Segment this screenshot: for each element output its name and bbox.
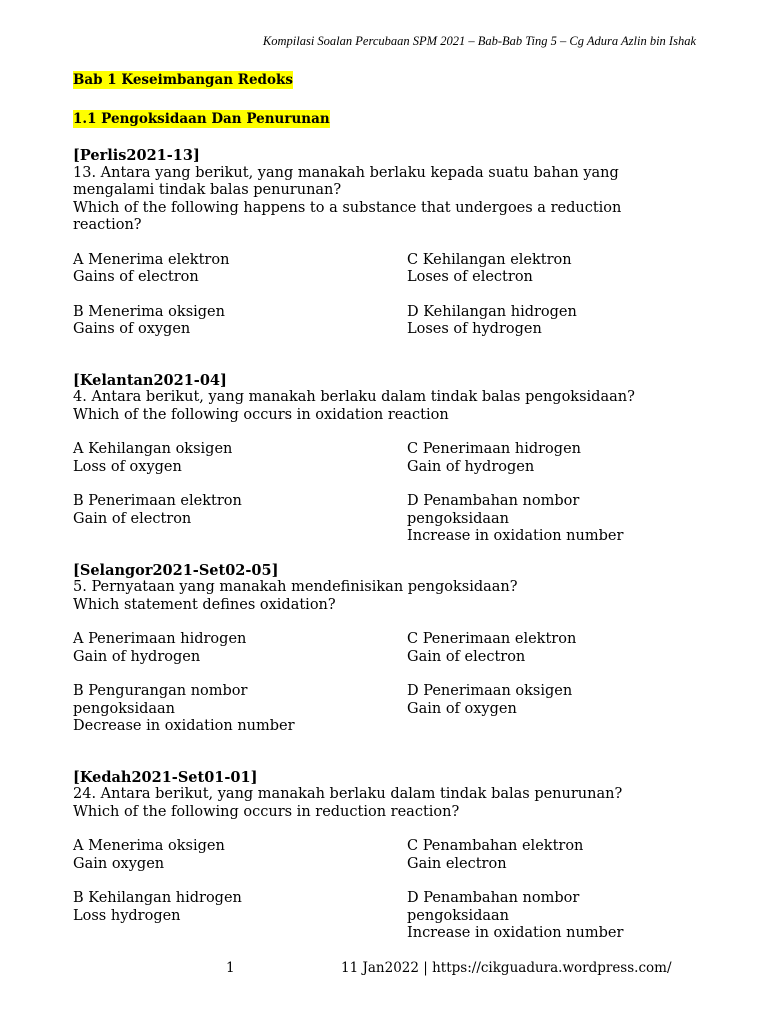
option-c	[407, 252, 703, 287]
option-c	[407, 441, 703, 476]
option-text: A Menerima oksigen	[73, 838, 225, 854]
footer-date-url: 11 Jan2022 | https://cikguadura.wordpress.com/	[341, 960, 672, 976]
question-block	[73, 562, 703, 736]
option-text: B Pengurangan nombor	[73, 683, 248, 699]
question-stem-line: 13. Antara yang berikut, yang manakah berlaku kepada suatu bahan yang	[73, 164, 619, 181]
question-block	[73, 372, 703, 546]
option-text: C Kehilangan elektron	[407, 251, 572, 268]
question-stem-line: mengalami tindak balas penurunan?	[73, 182, 342, 198]
option-text: D Penerimaan oksigen	[407, 683, 573, 699]
option-translation: Gain of electron	[73, 510, 192, 527]
option-d	[407, 683, 703, 736]
option-text: C Penambahan elektron	[407, 838, 584, 854]
option-b	[73, 493, 407, 546]
option-text: A Penerimaan hidrogen	[73, 631, 247, 647]
option-text-cont: pengoksidaan	[407, 510, 509, 527]
question-block	[73, 769, 703, 943]
question-stem-line: Which statement defines oxidation?	[73, 596, 336, 613]
option-translation: Gains of electron	[73, 269, 199, 285]
option-text: C Penerimaan elektron	[407, 631, 577, 647]
option-b	[73, 683, 407, 736]
option-translation: Loss of oxygen	[73, 458, 182, 475]
question-source-tag: [Kedah2021-Set01-01]	[73, 768, 258, 786]
question-stem-line: 4. Antara berikut, yang manakah berlaku dalam tindak balas pengoksidaan?	[73, 389, 635, 405]
section-title-row	[73, 108, 703, 128]
option-text-cont: pengoksidaan	[407, 907, 509, 924]
option-d	[407, 493, 703, 546]
option-translation: Gain of oxygen	[407, 700, 517, 717]
chapter-title: Bab 1 Keseimbangan Redoks	[73, 72, 293, 88]
option-text: B Menerima oksigen	[73, 303, 225, 320]
section-title: 1.1 Pengoksidaan Dan Penurunan	[73, 111, 330, 127]
option-text: B Kehilangan hidrogen	[73, 890, 242, 906]
option-translation: Gain of hydrogen	[407, 458, 535, 475]
option-d	[407, 890, 703, 943]
option-translation: Gain oxygen	[73, 855, 165, 872]
options-grid	[73, 838, 703, 943]
chapter-title-row	[73, 69, 703, 89]
option-a	[73, 252, 407, 287]
question-stem-line: reaction?	[73, 217, 142, 233]
page-number: 1	[226, 960, 235, 976]
page-content	[73, 69, 703, 943]
question-source-tag: [Selangor2021-Set02-05]	[73, 561, 279, 579]
question-stem-line: Which of the following occurs in reduction reaction?	[73, 803, 460, 820]
option-translation: Gain of electron	[407, 648, 526, 665]
question-block	[73, 147, 703, 339]
option-d	[407, 304, 703, 339]
option-translation: Gain electron	[407, 855, 507, 872]
option-b	[73, 304, 407, 339]
option-translation: Gain of hydrogen	[73, 648, 201, 665]
option-text: A Menerima elektron	[73, 251, 230, 268]
question-stem-line: Which of the following occurs in oxidation reaction	[73, 406, 449, 423]
option-translation: Loses of hydrogen	[407, 321, 542, 337]
question-source-tag: [Kelantan2021-04]	[73, 371, 227, 389]
options-grid	[73, 441, 703, 546]
running-header: Kompilasi Soalan Percubaan SPM 2021 – Bab-Bab Ting 5 – Cg Adura Azlin bin Ishak	[262, 34, 696, 48]
option-c	[407, 631, 703, 666]
option-translation: Loses of electron	[407, 269, 533, 285]
options-grid	[73, 252, 703, 339]
option-text: A Kehilangan oksigen	[73, 441, 233, 457]
option-c	[407, 838, 703, 873]
option-text: B Penerimaan elektron	[73, 493, 242, 509]
option-a	[73, 631, 407, 666]
question-source-tag: [Perlis2021-13]	[73, 147, 200, 164]
question-stem-line: Which of the following happens to a substance that undergoes a reduction	[73, 199, 622, 216]
option-text-cont: pengoksidaan	[73, 700, 175, 717]
option-a	[73, 838, 407, 873]
option-b	[73, 890, 407, 943]
option-translation: Decrease in oxidation number	[73, 718, 295, 734]
option-a	[73, 441, 407, 476]
option-text: D Kehilangan hidrogen	[407, 303, 577, 320]
option-text: D Penambahan nombor	[407, 493, 580, 509]
option-translation: Gains of oxygen	[73, 321, 191, 337]
option-text: C Penerimaan hidrogen	[407, 441, 581, 457]
option-translation: Increase in oxidation number	[407, 528, 624, 544]
question-stem-line: 24. Antara berikut, yang manakah berlaku dalam tindak balas penurunan?	[73, 786, 623, 802]
option-translation: Loss hydrogen	[73, 907, 181, 924]
options-grid	[73, 631, 703, 736]
option-text: D Penambahan nombor	[407, 890, 580, 906]
option-translation: Increase in oxidation number	[407, 925, 624, 941]
question-stem-line: 5. Pernyataan yang manakah mendefinisikan pengoksidaan?	[73, 579, 518, 595]
